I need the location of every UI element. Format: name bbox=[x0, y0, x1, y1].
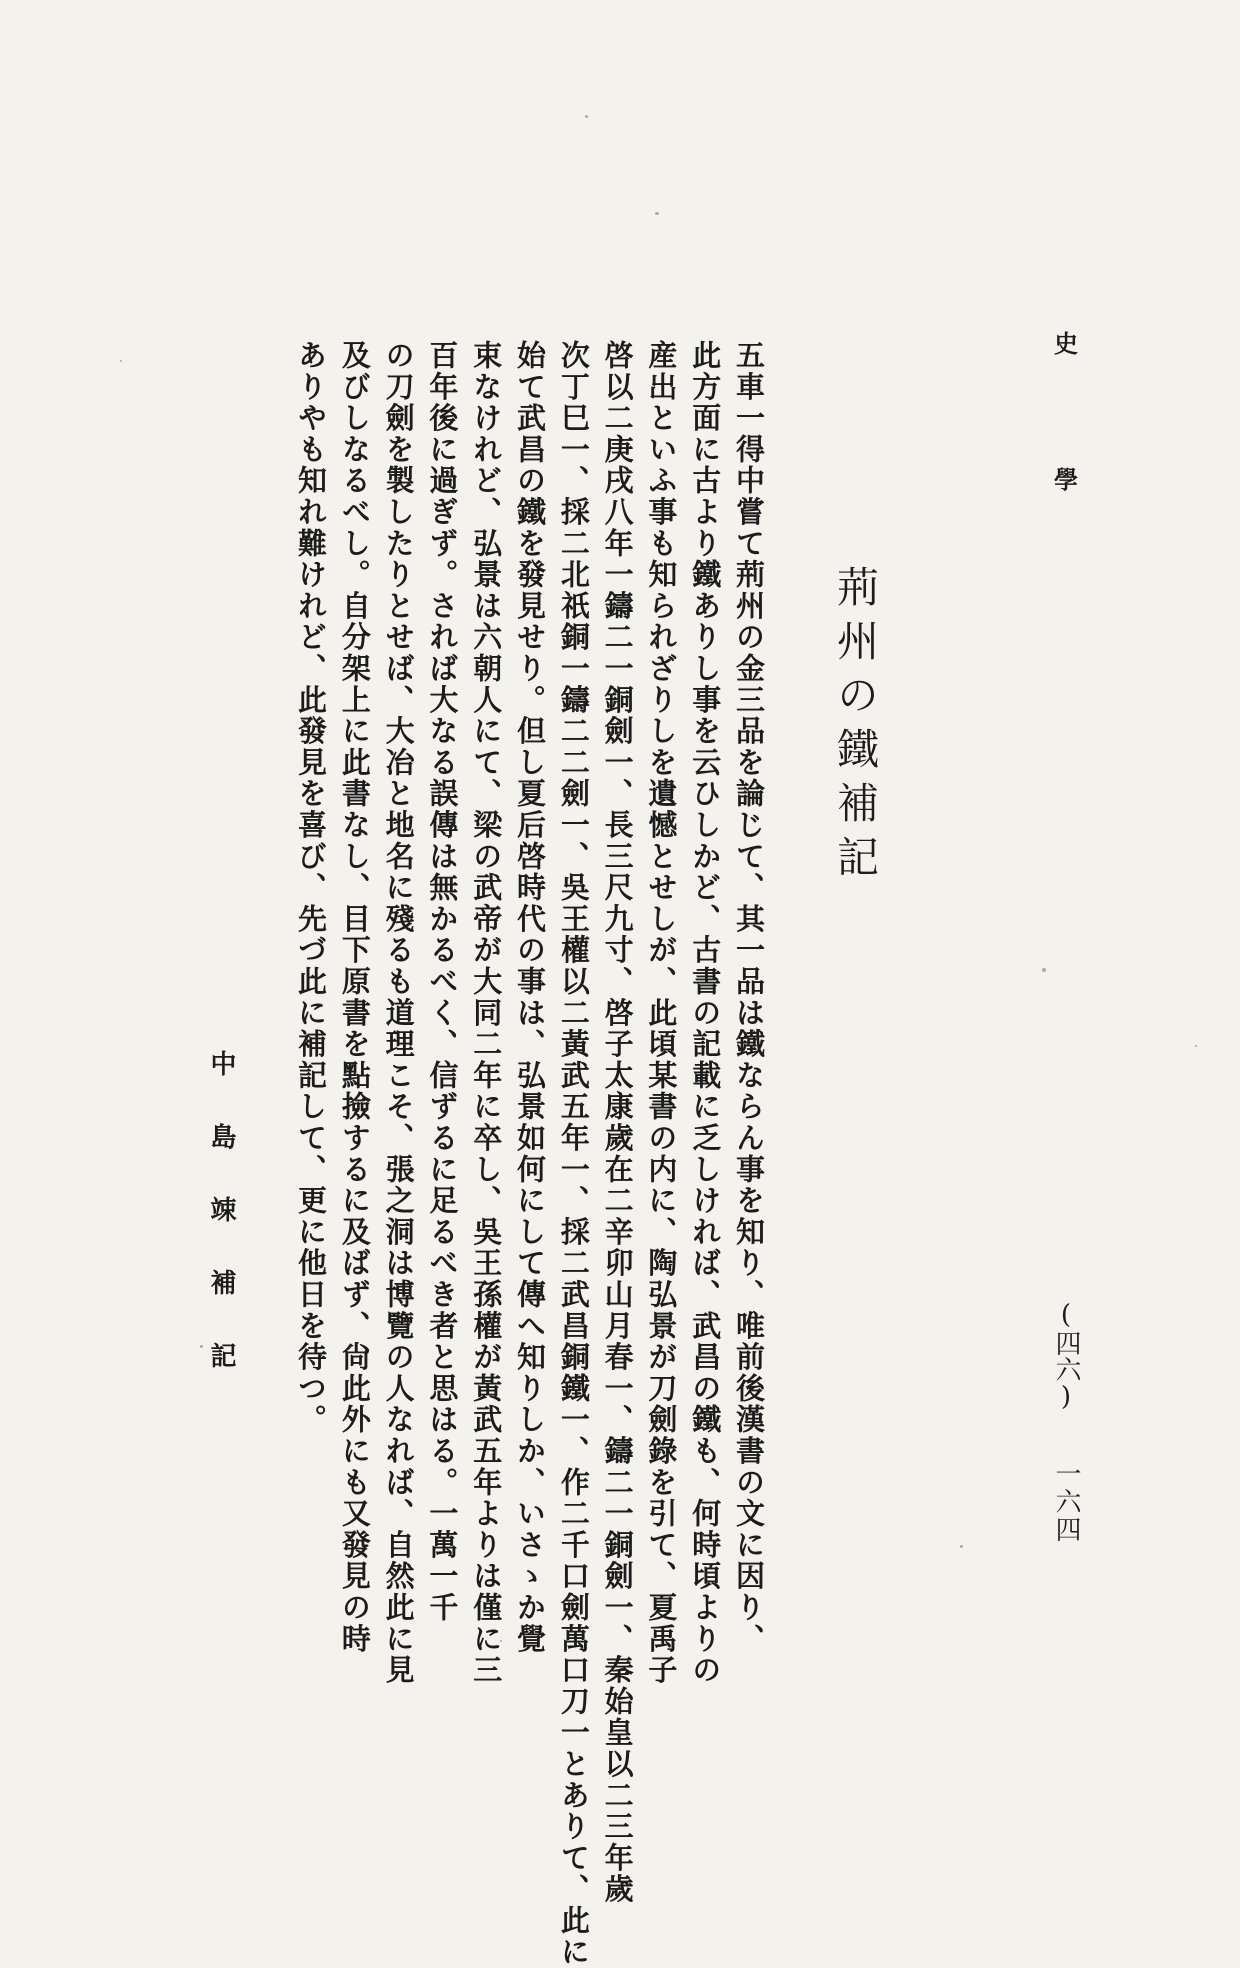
scan-speck bbox=[120, 360, 122, 362]
body-column: 此方面に古より鐵ありし事を云ひしかど、古書の記載に乏しければ、武昌の鐵も、何時頃よりの bbox=[688, 340, 723, 1686]
body-column: 始て武昌の鐵を發見せり。但し夏后啓時代の事は、弘景如何にして傳へ知りしか、いさゝか覺 bbox=[513, 340, 548, 1655]
scan-speck bbox=[1042, 968, 1046, 972]
scan-speck bbox=[500, 1640, 502, 1642]
scan-speck bbox=[655, 212, 659, 215]
body-column: 啓以二庚戌八年一鑄二一銅劍一、長三尺九寸、啓子太康歲在二辛卯山月春一、鑄二一銅劍一、秦始皇以二三年歲 bbox=[600, 340, 635, 1905]
author-signature: 中島竦補記 bbox=[206, 1050, 236, 1415]
body-column: 百年後に過ぎず。されば大なる誤傳は無かるべく、信ずるに足るべき者と思はる。一萬一千 bbox=[425, 340, 460, 1624]
journal-name-char-2: 學 bbox=[1054, 465, 1078, 494]
body-column: 束なけれど、弘景は六朝人にて、梁の武帝が大同二年に卒し、吳王孫權が黃武五年よりは僅に三 bbox=[469, 340, 504, 1686]
scan-speck bbox=[200, 1345, 203, 1348]
body-column: の刀劍を製したりとせば、大冶と地名に殘るも道理こそ、張之洞は博覽の人なれば、自然此に見 bbox=[381, 340, 416, 1686]
article-title: 荊州の鐵補記 bbox=[831, 565, 880, 889]
body-column: 及びしなるべし。自分架上に此書なし、目下原書を點撿するに及ばず、尙此外にも又發見の時 bbox=[337, 340, 372, 1655]
body-column: 五車一得中嘗て荊州の金三品を論じて、其一品は鐵ならん事を知り、唯前後漢書の文に因り、 bbox=[732, 340, 766, 1655]
volume-issue-number: (四六) bbox=[1051, 1300, 1081, 1412]
running-head-journal bbox=[1054, 329, 1078, 494]
body-column: 次丁巳一、採二北祇銅一鑄二二劍一、吳王權以二黃武五年一、採二武昌銅鐵一、作二千口劍萬口刀一とありて、此に bbox=[556, 340, 591, 1968]
journal-name-char-1: 史 bbox=[1054, 329, 1078, 358]
scan-speck bbox=[1195, 1045, 1197, 1047]
article-body bbox=[250, 340, 770, 1968]
page-number: 一六四 bbox=[1051, 1460, 1081, 1544]
scan-speck bbox=[960, 1545, 963, 1548]
body-column: ありやも知れ難けれど、此發見を喜び、先づ此に補記して、更に他日を待つ。 bbox=[294, 340, 329, 1436]
scan-speck bbox=[585, 115, 588, 118]
body-column: 産出といふ事も知られざりしを遺憾とせしが、此頃某書の内に、陶弘景が刀劍錄を引て、夏禹子 bbox=[644, 340, 679, 1686]
